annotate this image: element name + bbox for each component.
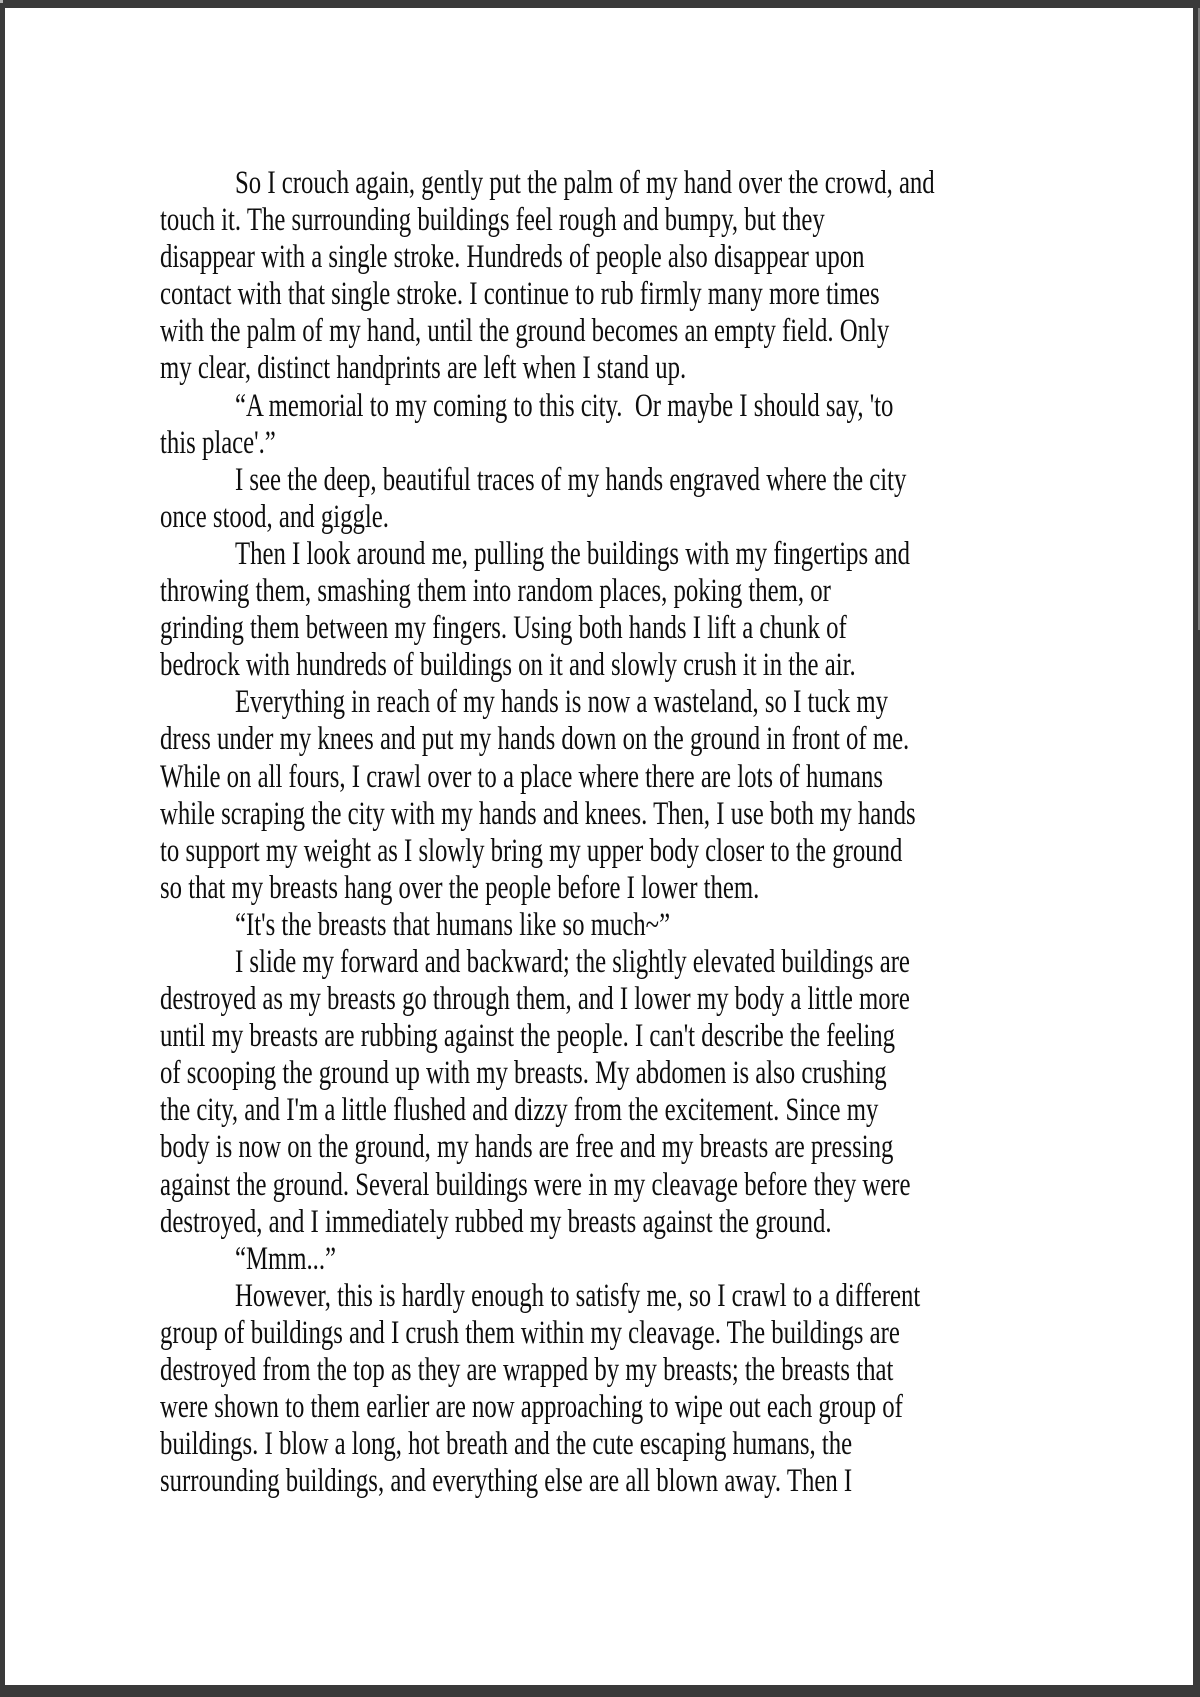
text-line: this place'.”: [160, 424, 276, 461]
text-line: destroyed as my breasts go through them, and I lower my body a little more: [160, 981, 910, 1018]
text-line: until my breasts are rubbing against the people. I can't describe the feeling: [160, 1018, 896, 1055]
paragraph: [160, 536, 1060, 684]
paragraph: [160, 388, 1060, 462]
text-line: destroyed from the top as they are wrapped by my breasts; the breasts that: [160, 1352, 894, 1388]
text-line: I slide my forward and backward; the slightly elevated buildings are: [235, 943, 910, 980]
text-line: group of buildings and I crush them within my cleavage. The buildings are: [160, 1314, 900, 1351]
document-text: [160, 165, 1060, 1500]
text-line: throwing them, smashing them into random places, poking them, or: [160, 573, 831, 610]
paragraph: [160, 907, 1060, 944]
text-line: the city, and I'm a little flushed and dizzy from the excitement. Since my: [160, 1092, 879, 1129]
text-line: “Mmm...”: [235, 1240, 337, 1277]
text-line: of scooping the ground up with my breasts. My abdomen is also crushing: [160, 1055, 887, 1092]
text-line: contact with that single stroke. I continue to rub firmly many more times: [160, 276, 880, 313]
paragraph: [160, 944, 1060, 1241]
paragraph: [160, 165, 1060, 388]
frame-border-top: [0, 0, 1200, 8]
text-line: so that my breasts hang over the people before I lower them.: [160, 869, 760, 906]
text-line: destroyed, and I immediately rubbed my breasts against the ground.: [160, 1203, 832, 1240]
text-line: dress under my knees and put my hands down on the ground in front of me.: [160, 721, 910, 758]
text-line: buildings. I blow a long, hot breath and the cute escaping humans, the: [160, 1426, 853, 1463]
paragraph: [160, 684, 1060, 907]
text-line: However, this is hardly enough to satisfy me, so I crawl to a different: [235, 1277, 921, 1314]
frame-border-bottom: [0, 1685, 1200, 1697]
text-line: I see the deep, beautiful traces of my hands engraved where the city: [235, 461, 907, 498]
text-line: to support my weight as I slowly bring my upper body closer to the ground: [160, 832, 903, 869]
text-line: So I crouch again, gently put the palm of my hand over the crowd, and: [235, 165, 935, 201]
text-line: bedrock with hundreds of buildings on it and slowly crush it in the air.: [160, 647, 856, 684]
corner-notch: [0, 0, 3, 3]
text-line: my clear, distinct handprints are left when I stand up.: [160, 350, 687, 387]
text-line: were shown to them earlier are now approaching to wipe out each group of: [160, 1389, 903, 1426]
text-line: Everything in reach of my hands is now a wasteland, so I tuck my: [235, 684, 888, 721]
text-line: While on all fours, I crawl over to a place where there are lots of humans: [160, 758, 883, 795]
text-line: body is now on the ground, my hands are free and my breasts are pressing: [160, 1129, 894, 1166]
text-line: “It's the breasts that humans like so much~”: [235, 906, 671, 943]
text-line: while scraping the city with my hands and knees. Then, I use both my hands: [160, 795, 916, 832]
text-line: “A memorial to my coming to this city. Or maybe I should say, 'to: [235, 387, 894, 424]
paragraph: [160, 1241, 1060, 1278]
frame-border-left: [0, 0, 5, 1697]
text-line: against the ground. Several buildings were in my cleavage before they were: [160, 1166, 911, 1203]
text-line: touch it. The surrounding buildings feel rough and bumpy, but they: [160, 202, 825, 239]
text-line: surrounding buildings, and everything else are all blown away. Then I: [160, 1463, 853, 1500]
text-line: disappear with a single stroke. Hundreds of people also disappear upon: [160, 239, 865, 276]
text-line: once stood, and giggle.: [160, 498, 389, 535]
paragraph: [160, 1278, 1060, 1501]
text-line: Then I look around me, pulling the buildings with my fingertips and: [235, 535, 911, 572]
paragraph: [160, 462, 1060, 536]
text-line: with the palm of my hand, until the ground becomes an empty field. Only: [160, 313, 890, 350]
text-line: grinding them between my fingers. Using both hands I lift a chunk of: [160, 610, 847, 647]
